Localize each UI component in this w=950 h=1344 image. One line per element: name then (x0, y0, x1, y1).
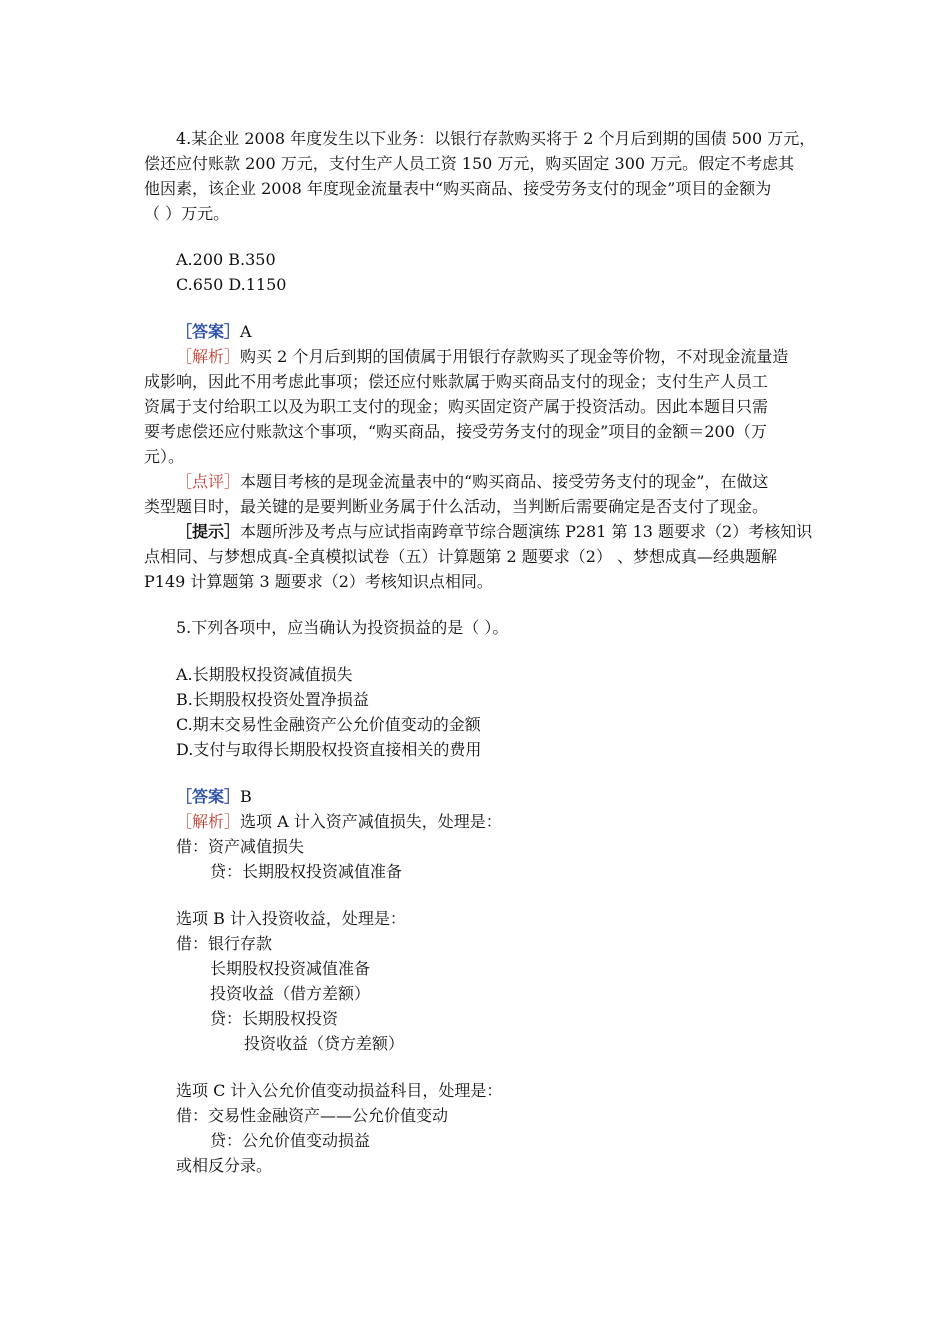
q4-options-line-2: C.650 D.1150 (176, 275, 287, 294)
journal-entry-line: 借：交易性金融资产——公允价值变动 (176, 1106, 449, 1125)
journal-entry-line: 投资收益（贷方差额） (244, 1034, 405, 1053)
q5-option-d: D.支付与取得长期股权投资直接相关的费用 (176, 740, 482, 759)
q5-analysis-line-1 (176, 811, 502, 833)
q5-answer (176, 786, 252, 808)
journal-entry-line: 借：银行存款 (176, 934, 273, 953)
q4-hint-line-3: P149 计算题第 3 题要求（2）考核知识点相同。 (144, 572, 493, 591)
journal-entry-line: 长期股权投资减值准备 (210, 959, 371, 978)
q4-hint-line-1 (176, 521, 812, 543)
hint-label: ［提示］ (176, 522, 241, 541)
analysis-text: 选项 A 计入资产减值损失，处理是： (240, 812, 502, 831)
q4-comment-line-2: 类型题目时，最关键的是要判断业务属于什么活动，当判断后需要确定是否支付了现金。 (144, 497, 769, 516)
analysis-label: ［解析］ (176, 812, 241, 831)
answer-label: ［答案］ (176, 322, 241, 341)
q4-analysis-line-3: 资属于支付给职工以及为职工支付的现金；购买固定资产属于投资活动。因此本题目只需 (144, 397, 769, 416)
journal-entry-line: 贷：长期股权投资 (210, 1009, 339, 1028)
answer-label: ［答案］ (176, 787, 241, 806)
q4-stem-line-1: 4.某企业 2008 年度发生以下业务：以银行存款购买将于 2 个月后到期的国债 500 万元， (176, 129, 816, 148)
analysis-label: ［解析］ (176, 347, 241, 366)
q5-stem: 5.下列各项中，应当确认为投资损益的是（ ）。 (176, 618, 509, 637)
journal-section-heading: 选项 B 计入投资收益，处理是： (176, 909, 406, 928)
q4-analysis-line-1 (176, 346, 788, 368)
q4-analysis-line-2: 成影响，因此不用考虑此事项；偿还应付账款属于购买商品支付的现金；支付生产人员工 (144, 372, 769, 391)
journal-entry-line: 贷：长期股权投资减值准备 (210, 862, 403, 881)
q4-hint-line-2: 点相同、与梦想成真-全真模拟试卷（五）计算题第 2 题要求（2） 、梦想成真—经典题解 (144, 547, 778, 566)
q4-analysis-line-5: 元）。 (144, 447, 185, 466)
comment-text: 本题目考核的是现金流量表中的“购买商品、接受劳务支付的现金”，在做这 (240, 472, 769, 491)
journal-entry-line: 贷：公允价值变动损益 (210, 1131, 371, 1150)
q5-option-c: C.期末交易性金融资产公允价值变动的金额 (176, 715, 481, 734)
q4-stem-line-3: 他因素，该企业 2008 年度现金流量表中“购买商品、接受劳务支付的现金”项目的金额为 (144, 179, 772, 198)
answer-value: B (240, 787, 252, 806)
journal-entry-line: 投资收益（借方差额） (210, 984, 371, 1003)
q4-comment-line-1 (176, 471, 768, 493)
q4-stem-line-2: 偿还应付账款 200 万元，支付生产人员工资 150 万元，购买固定 300 万元。假定不考虑其 (144, 154, 795, 173)
answer-value: A (240, 322, 252, 341)
q5-option-b: B.长期股权投资处置净损益 (176, 690, 369, 709)
journal-entry-line: 借：资产减值损失 (176, 837, 305, 856)
analysis-text: 购买 2 个月后到期的国债属于用银行存款购买了现金等价物，不对现金流量造 (240, 347, 789, 366)
hint-text: 本题所涉及考点与应试指南跨章节综合题演练 P281 第 13 题要求（2）考核知识 (240, 522, 813, 541)
q4-options-line-1: A.200 B.350 (176, 250, 276, 269)
q5-option-a: A.长期股权投资减值损失 (176, 665, 353, 684)
journal-entry-line: 或相反分录。 (176, 1156, 273, 1175)
q4-analysis-line-4: 要考虑偿还应付账款这个事项，“购买商品，接受劳务支付的现金”项目的金额＝200（万 (144, 422, 767, 441)
journal-section-heading: 选项 C 计入公允价值变动损益科目，处理是： (176, 1081, 503, 1100)
comment-label: ［点评］ (176, 472, 241, 491)
q4-stem-line-4: （ ）万元。 (144, 204, 230, 223)
q4-answer (176, 321, 252, 343)
